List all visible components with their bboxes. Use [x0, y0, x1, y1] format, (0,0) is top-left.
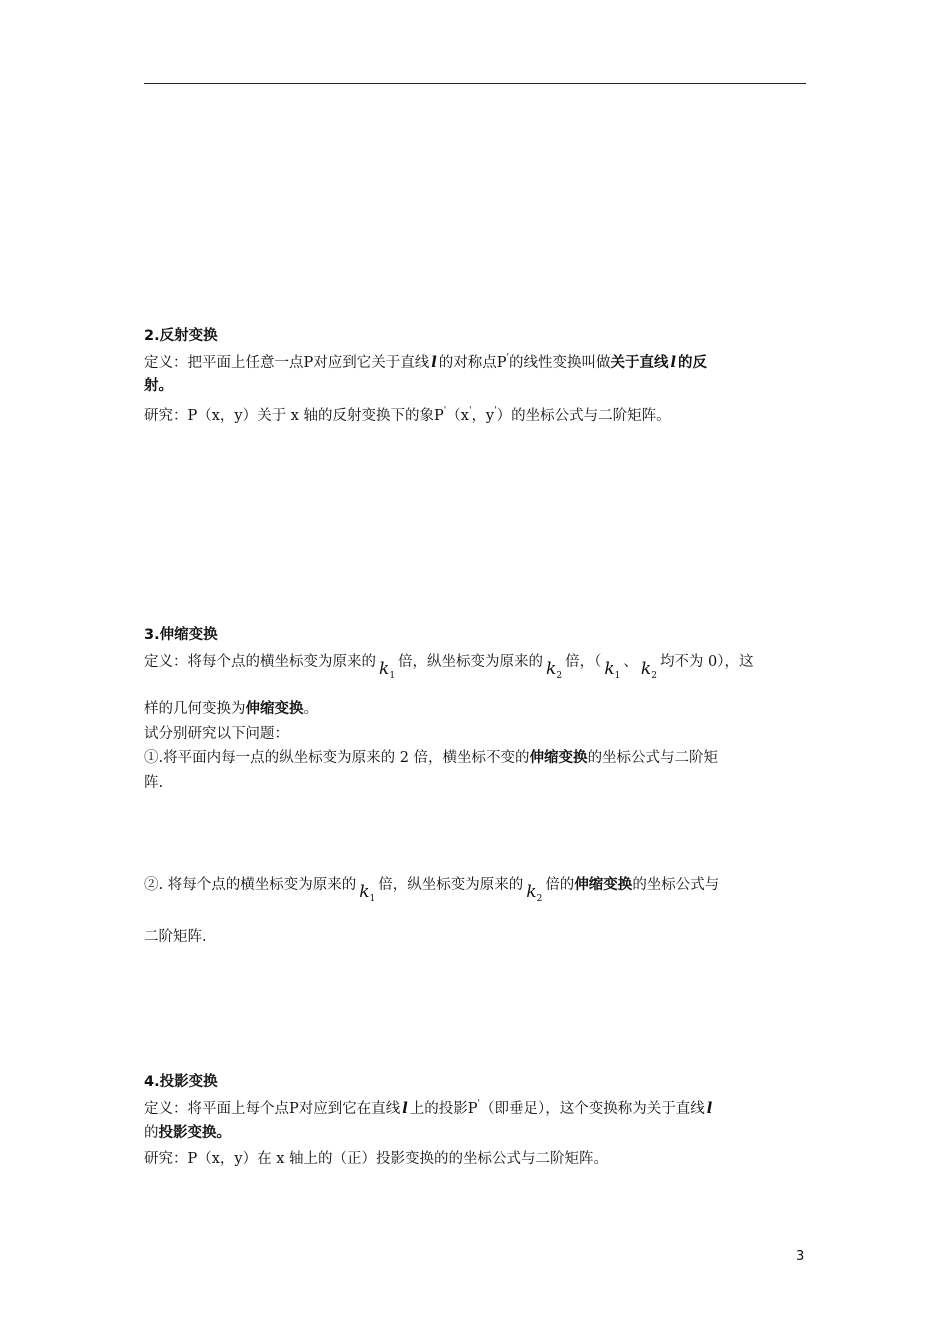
section-2-study: 研究：P（x，y）关于 x 轴的反射变换下的象P'（x'，y'）的坐标公式与二阶矩阵。 [144, 406, 671, 424]
k1-symbol: $k_1$ [359, 882, 376, 904]
section-4-study: 研究：P（x，y）在 x 轴上的（正）投影变换的的坐标公式与二阶矩阵。 [144, 1151, 609, 1167]
section-4-definition [144, 1094, 806, 1119]
section-3-heading: 3.伸缩变换 [144, 627, 218, 643]
section-3-definition-text: 定义：将每个点的横坐标变为原来的 $k_1$倍，纵坐标变为原来的 $k_2$倍，（ $k_1$、 $k_2$均不为 0），这 [144, 654, 754, 681]
k2-symbol: $k_2$ [546, 659, 563, 681]
section-2-definition-text: 定义：把平面上任意一点P对应到它关于直线 l 的对称点P'的线性变换叫做关于直线 l 的反 [144, 353, 708, 371]
question-1: ①.将平面内每一点的纵坐标变为原来的 2 倍，横坐标不变的伸缩变换的坐标公式与二阶矩 [144, 750, 719, 766]
section-3-definition [144, 651, 806, 681]
section-4-definition-line-2: 的投影变换。 [144, 1125, 231, 1141]
section-4-definition-text: 定义：将平面上每个点P对应到它在直线 l 上的投影P'（即垂足），这个变换称为关于直线 l [144, 1099, 713, 1117]
k2-symbol: $k_2$ [640, 659, 657, 681]
section-2-definition [144, 348, 806, 373]
question-2-end: 二阶矩阵. [144, 929, 207, 945]
section-3-intro: 试分别研究以下问题： [144, 726, 289, 742]
section-4-heading: 4.投影变换 [144, 1074, 218, 1090]
question-1-end: 阵. [144, 775, 164, 791]
section-2-heading: 2.反射变换 [144, 328, 218, 344]
k1-symbol: $k_1$ [379, 659, 396, 681]
section-3-definition-line-2: 样的几何变换为伸缩变换。 [144, 701, 318, 717]
k2-symbol: $k_2$ [526, 882, 543, 904]
question-2: ②. 将每个点的横坐标变为原来的 $k_1$倍，纵坐标变为原来的 $k_2$倍的伸缩变换的坐标公式与 [144, 877, 720, 904]
section-2-definition-end: 射。 [144, 378, 173, 394]
header-rule [144, 83, 806, 84]
k1-symbol: $k_1$ [604, 659, 621, 681]
page-number: 3 [796, 1249, 805, 1264]
